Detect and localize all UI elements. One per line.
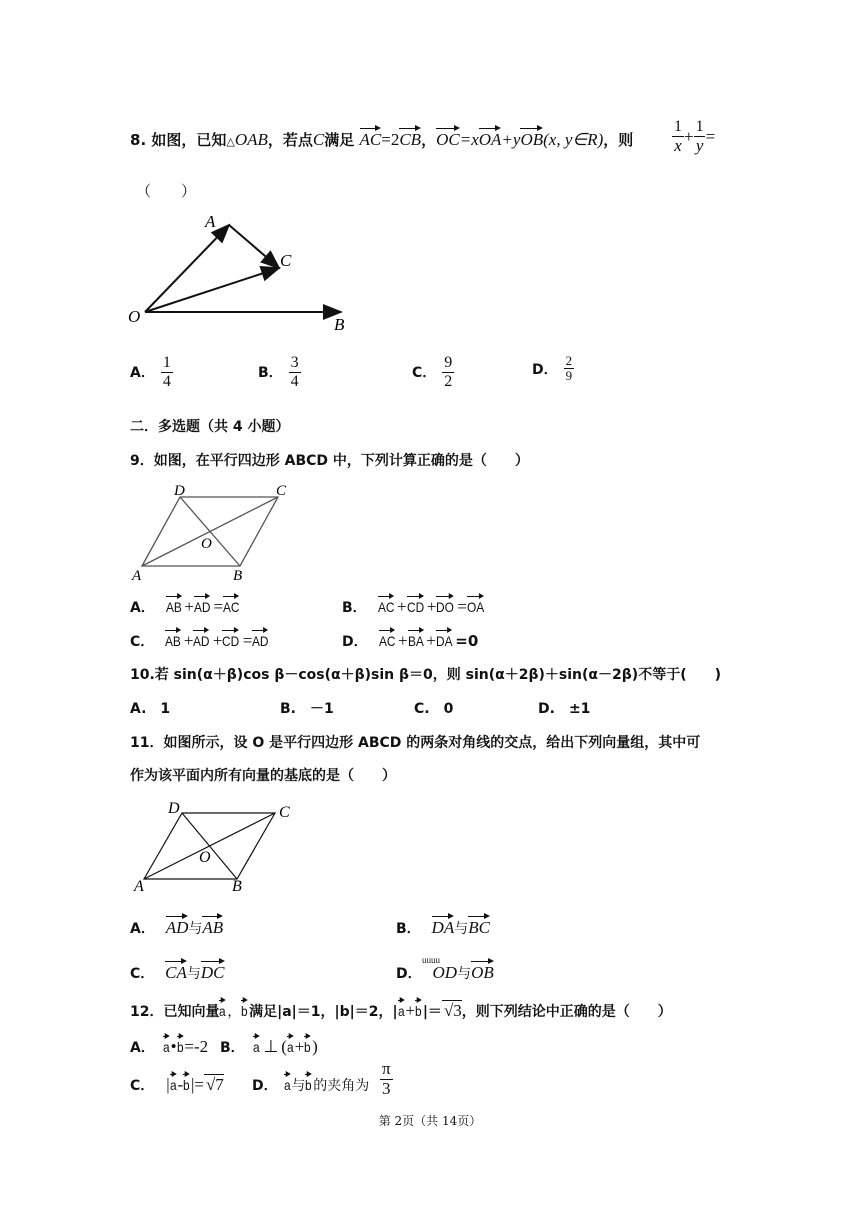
q11-option-d-overmark: uuuu xyxy=(422,955,440,965)
q8-option-a[interactable]: A． $\frac{1}{4}$ xyxy=(130,354,171,390)
vector-oa: OA xyxy=(478,130,502,149)
q8-answer-blank: （ ） xyxy=(136,182,197,200)
q9-option-d[interactable]: D． AC +BA +DA =0 xyxy=(342,631,479,650)
q9-stem: 9．如图，在平行四边形 ABCD 中，下列计算正确的是（ ） xyxy=(130,453,529,469)
label-a: A xyxy=(134,878,144,895)
label-b: B xyxy=(334,315,345,334)
q11-option-b[interactable]: B． DA与BC xyxy=(396,918,490,937)
q11-option-d[interactable]: D． OD与OB xyxy=(396,963,494,982)
q10-option-d[interactable]: D. ±1 xyxy=(538,701,591,717)
q10-option-a[interactable]: A. 1 xyxy=(130,701,171,717)
q8-stem: 8. 如图，已知△OAB，若点C满足 AC=2CB，OC=xOA+yOB(x, y∈R)，则 xyxy=(130,130,634,149)
label-b: B xyxy=(233,568,243,584)
label-a: A xyxy=(205,212,216,231)
label-c: C xyxy=(280,251,292,270)
q8-option-b[interactable]: B． $\frac{3}{4}$ xyxy=(258,354,299,390)
q8-option-c[interactable]: C． $\frac{9}{2}$ xyxy=(412,354,453,390)
q10-option-b[interactable]: B. －1 xyxy=(280,701,334,717)
sqrt-7: √7 xyxy=(205,1075,224,1094)
label-o: O xyxy=(199,849,211,866)
q8-number: 8 xyxy=(130,131,141,149)
vector-cb: CB xyxy=(399,130,422,149)
vector-a: a xyxy=(219,1000,226,1018)
q8-option-d[interactable]: D． $\frac{2}{9}$ xyxy=(532,353,573,384)
label-b: B xyxy=(232,878,242,895)
q11-option-a[interactable]: A． AD与AB xyxy=(130,918,224,937)
label-c: C xyxy=(276,483,287,499)
q9-option-a[interactable]: A． AB +AD =AC xyxy=(130,597,240,616)
q8-triangle-figure xyxy=(125,205,360,340)
q12-angle-fraction: $\frac{\pi}{3}$ xyxy=(382,1059,391,1098)
q12-option-d[interactable]: D． a 与 b 的夹角为 xyxy=(252,1074,369,1095)
q12-stem: 12．已知向量 a ， b 满足 |a|＝1， |b|＝2， | a + b |＝ √3 ，则下列结论中正确的是（ ） xyxy=(130,1001,672,1020)
label-d: D xyxy=(168,800,180,817)
q11-option-c[interactable]: C． CA与DC xyxy=(130,963,225,982)
label-a: A xyxy=(132,568,142,584)
q10-option-c[interactable]: C. 0 xyxy=(414,701,454,717)
vector-b: b xyxy=(241,1000,248,1018)
q11-parallelogram-figure xyxy=(130,795,310,900)
q12-option-c[interactable]: C． | a - b |= √7 xyxy=(130,1075,224,1094)
label-d: D xyxy=(174,483,185,499)
q12-option-a[interactable]: A． a • b =-2 xyxy=(130,1037,209,1056)
page-footer: 第 2页（共 14页） xyxy=(378,1114,482,1128)
vector-ac: AC xyxy=(359,130,382,149)
q9-option-c[interactable]: C． AB +AD +CD =AD xyxy=(130,631,269,650)
label-c: C xyxy=(279,804,290,821)
label-o: O xyxy=(201,536,212,552)
vector-oc: OC xyxy=(436,130,460,149)
label-o: O xyxy=(128,307,141,326)
q10-stem: 10.若 sin(α＋β)cos β－cos(α＋β)sin β＝0，则 sin(α＋2β)＋sin(α－2β)不等于( ) xyxy=(130,667,722,683)
q12-option-b[interactable]: B． a ⊥ ( a + b ) xyxy=(220,1037,318,1056)
sqrt-3: √3 xyxy=(443,1001,462,1020)
q11-stem-line1: 11．如图所示，设 O 是平行四边形 ABCD 的两条对角线的交点，给出下列向量组，其中可 xyxy=(130,735,701,751)
q11-stem-line2: 作为该平面内所有向量的基底的是（ ） xyxy=(130,768,396,784)
q9-option-b[interactable]: B． AC +CD +DO =OA xyxy=(342,597,485,616)
section-title: 二．多选题（共 4 小题） xyxy=(130,419,290,435)
q9-parallelogram-figure xyxy=(128,480,308,585)
q8-expression: $\frac{1}{x}$ + $\frac{1}{y}$ = xyxy=(674,118,716,155)
vector-ob: OB xyxy=(520,130,544,149)
